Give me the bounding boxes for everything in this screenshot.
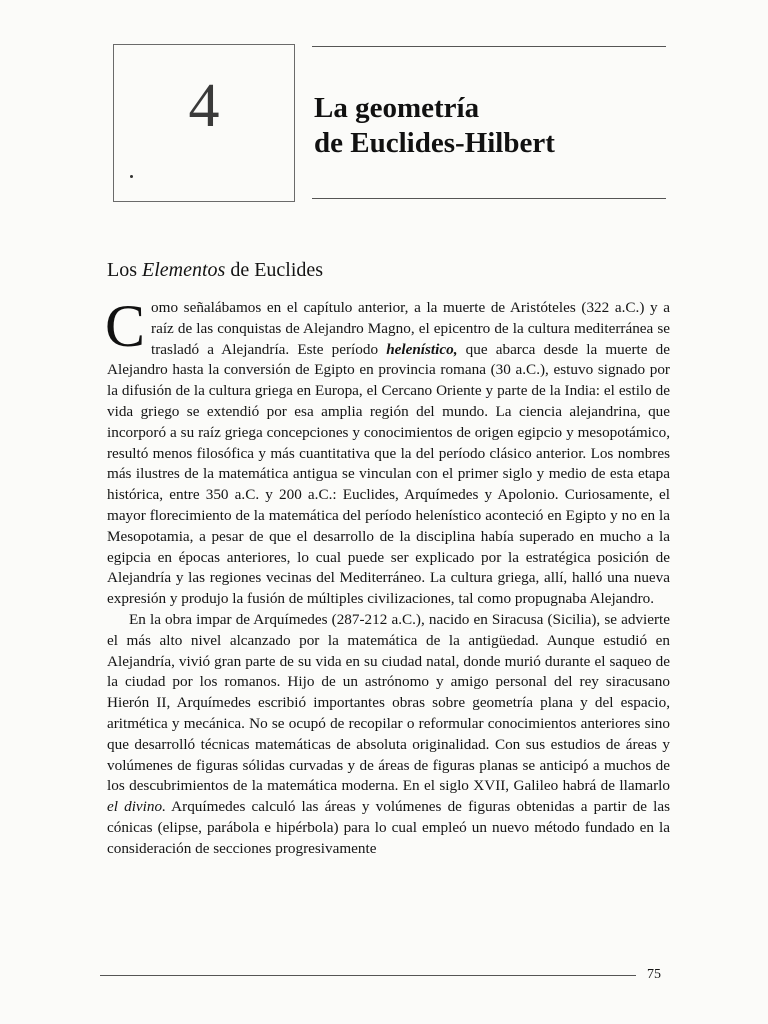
- paragraph-2: [107, 610, 670, 860]
- paragraph-2-text-b: Arquímedes calculó las áreas y volúmenes de figuras obtenidas a partir de las cónicas (elipse, parábola e hipérbola) para lo cual empleó un nuevo método fundado en la consideración de secciones progresivamente: [107, 798, 671, 857]
- paragraph-1-text-b: que abarca desde la muerte de Alejandro hasta la conversión de Egipto en provincia romana (30 a.C.), estuvo signado por la difusión de la cultura griega en Europa, el Cercano Oriente y parte de la India: el estilo de vida griego se extendió por esa amplia región del mundo. La ciencia alejandrina, que incorporó a su raíz griega concepciones y conocimientos de origen egipcio y mesopotámico, resultó menos filosófica y más cuantitativa que la del período clásico anterior. Los nombres más ilustres de la matemática antigua se vinculan con el primer siglo y medio de esta etapa histórica, entre 350 a.C. y 200 a.C.: Euclides, Arquímedes y Apolonio. Curiosamente, el mayor florecimiento de la matemática del período helenístico aconteció en Egipto y no en la Mesopotamia, a pesar de que el desarrollo de la disciplina había superado en mucho a la egipcia en épocas anteriores, lo cual puede ser explicado por la estratégica posición de Alejandría y las regiones vecinas del Mediterráneo. La cultura griega, allí, halló una nueva expresión y produjo la fusión de múltiples civilizaciones, tal como propugnaba Alejandro.: [107, 340, 670, 608]
- paragraph-2-emphasis: el divino.: [107, 798, 166, 816]
- drop-cap: C: [105, 293, 146, 359]
- chapter-number: 4: [188, 72, 220, 140]
- paragraph-2-text-a: En la obra impar de Arquímedes (287-212 a.C.), nacido en Siracusa (Sicilia), se advierte el más alto nivel alcanzado por la matemática de la antigüedad. Aunque estudió en Alejandría, vivió gran parte de su vida en su ciudad natal, donde murió durante el saqueo de la ciudad por los romanos. Hijo de un astrónomo y amigo personal del rey siracusano Hierón II, Arquímedes escribió importantes obras sobre geometría plana y del espacio, aritmética y mecánica. No se ocupó de recopilar o reformular conocimientos anteriores sino que desarrolló técnicas matemáticas de absoluta originalidad. Con sus estudios de áreas y volúmenes de figuras sólidas curvadas y de áreas de figuras planas se anticipó a muchos de los descubrimientos de la matemática moderna. En el siglo XVII, Galileo habrá de llamarlo: [107, 610, 670, 795]
- footer-rule: [100, 975, 636, 976]
- chapter-title: [314, 91, 555, 161]
- decorative-dot: [130, 175, 133, 178]
- chapter-number-box: [113, 44, 295, 202]
- title-rule: [312, 198, 666, 199]
- chapter-title-line-1: La geometría: [314, 92, 480, 124]
- section-heading-suffix: de Euclides: [225, 259, 324, 281]
- paragraph-1-text-a: omo señalábamos en el capítulo anterior, a la muerte de Aristóteles (322 a.C.) y a raíz de las conquistas de Alejandro Magno, el epicentro de la cultura mediterránea se trasladó a Alejandría. Este período: [151, 299, 670, 358]
- section-heading: [107, 257, 323, 283]
- section-heading-prefix: Los: [107, 259, 142, 281]
- paragraph-1: [105, 293, 670, 610]
- page-number: 75: [647, 967, 661, 982]
- body-text: [105, 293, 671, 860]
- paragraph-1-emphasis: helenístico,: [386, 340, 458, 358]
- section-heading-emphasis: Elementos: [142, 259, 226, 281]
- chapter-title-line-2: de Euclides-Hilbert: [314, 127, 555, 159]
- header-rule: [312, 46, 666, 47]
